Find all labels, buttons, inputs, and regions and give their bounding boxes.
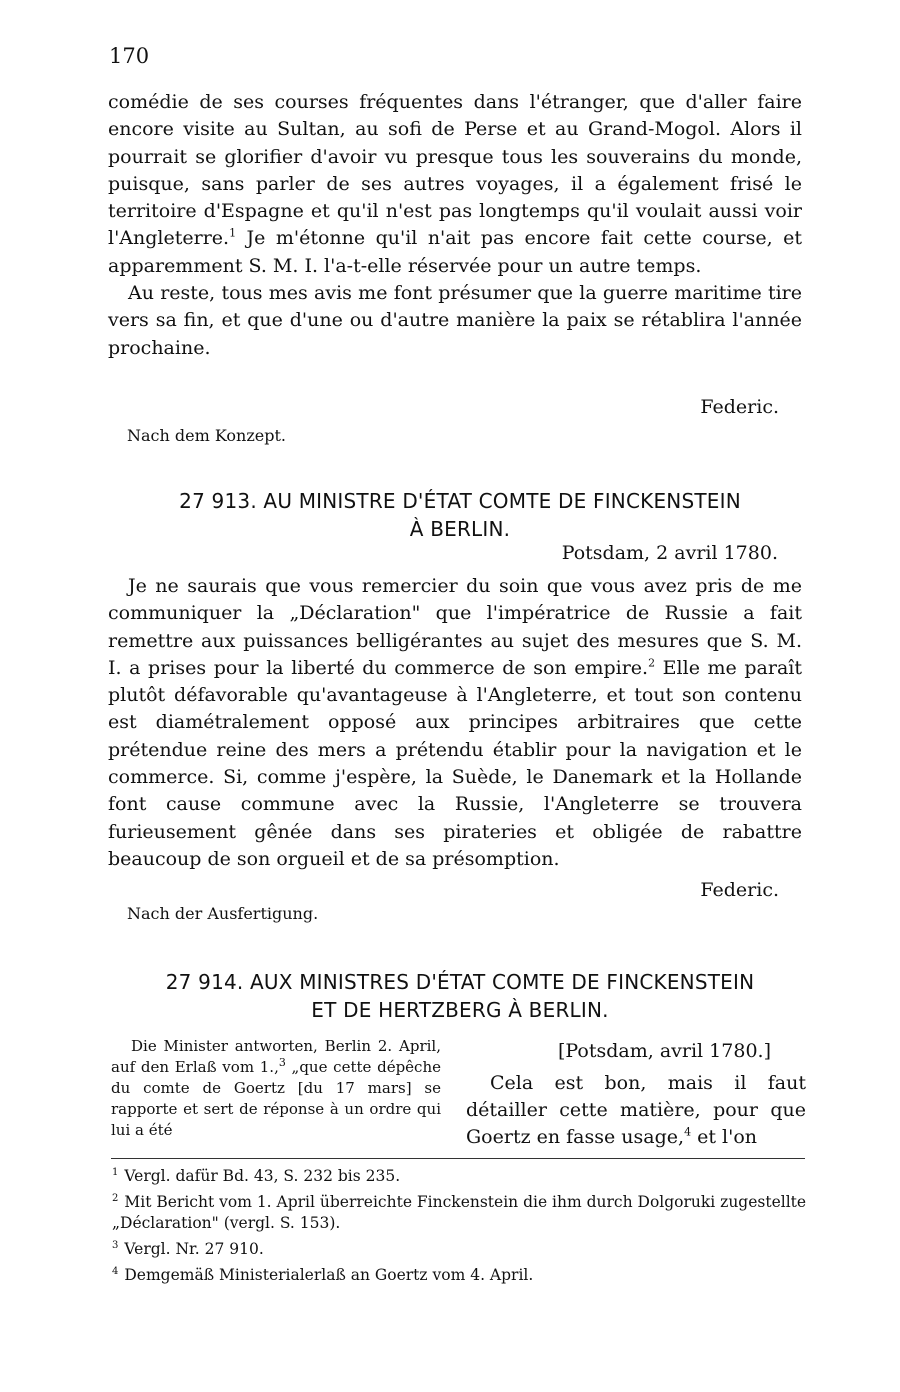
footnotes: [112, 1162, 812, 1288]
footnote-divider: [111, 1158, 805, 1159]
footnote-text: Demgemäß Ministerialerlaß an Goertz vom 4. April.: [124, 1266, 534, 1285]
footnote-text: Mit Bericht vom 1. April überreichte Finckenstein die ihm durch Dolgoruki zugestellte „Déclaration" (vergl. S. 153).: [112, 1193, 807, 1233]
footnote-ref: 4: [684, 1125, 692, 1139]
signature: Federic.: [700, 396, 779, 418]
paragraph-text-cont: Je m'étonne qu'il n'ait pas encore fait cette course, et apparemment S. M. I. l'a-t-elle réservée pour un autre temps.: [108, 227, 802, 277]
dateline: [Potsdam, avril 1780.]: [558, 1040, 771, 1062]
king-reply: [466, 1070, 806, 1154]
footnote-number: 4: [112, 1266, 119, 1278]
reply-text: Cela est bon, mais il faut détailler cette matière, pour que Goertz en fasse usage,: [466, 1072, 806, 1148]
paragraph-text-cont: Elle me paraît plutôt défavorable qu'avantageuse à l'Angleterre, et tout son contenu est diamétralement opposé aux principes arbitraires que cette prétendue reine des mers a prétendu établir pour la navigation et le commerce. Si, comme j'espère, la Suède, le Danemark et la Hollande font cause commune avec la Russie, l'Angleterre se trouvera furieusement gênée dans ses pirateries et obligée de rabattre beaucoup de son orgueil et de sa présomption.: [108, 656, 802, 870]
letter-top-paragraph-1: [108, 89, 802, 280]
source-note: Nach der Ausfertigung.: [127, 904, 319, 923]
signature: Federic.: [700, 879, 779, 901]
footnote-text: Vergl. dafür Bd. 43, S. 232 bis 235.: [124, 1167, 401, 1186]
footnote-ref: 2: [648, 656, 656, 670]
page-number: 170: [109, 44, 150, 68]
letter-27913-body: [108, 573, 802, 873]
heading-line-2: À BERLIN.: [409, 517, 511, 541]
heading-line-2: ET DE HERTZBERG À BERLIN.: [311, 998, 609, 1022]
footnote-ref: 1: [229, 227, 237, 241]
footnote-number: 1: [112, 1167, 119, 1178]
heading-line-1: 27 914. AUX MINISTRES D'ÉTAT COMTE DE FINCKENSTEIN: [165, 970, 755, 994]
letter-27913-paragraph: [108, 573, 802, 873]
source-note: Nach dem Konzept.: [127, 426, 286, 445]
footnote: [112, 1162, 812, 1187]
reply-text-cont: et l'on: [691, 1126, 757, 1148]
heading-line-1: 27 913. AU MINISTRE D'ÉTAT COMTE DE FINCKENSTEIN: [179, 489, 741, 513]
letter-heading: [110, 487, 810, 543]
letter-heading: [110, 968, 810, 1024]
footnote: [112, 1188, 812, 1234]
letter-top-paragraph-2: Au reste, tous mes avis me font présumer que la guerre maritime tire vers sa fin, et que d'une ou d'autre manière la paix se rétablira l'année prochaine.: [108, 282, 802, 359]
paragraph-text: comédie de ses courses fréquentes dans l'étranger, que d'aller faire encore visite au Sultan, au sofi de Perse et au Grand-Mogol. Alors il pourrait se glorifier d'avoir vu presque tous les souverains du monde, puisque, sans parler de ses autres voyages, il a également frisé le territoire d'Espagne et qu'il n'est pas longtemps qu'il voulait aussi voir l'Angleterre.: [108, 91, 802, 250]
ministers-note: [111, 1036, 441, 1150]
footnote-ref: 3: [278, 1056, 286, 1069]
footnote-number: 2: [112, 1193, 119, 1205]
paragraph-text: Je ne saurais que vous remercier du soin que vous avez pris de me communiquer la „Déclaration" que l'impératrice de Russie a fait remettre aux puissances belligérantes au sujet des mesures que S. M. I. a prises pour la liberté du commerce de son empire.: [108, 575, 802, 679]
dateline: Potsdam, 2 avril 1780.: [561, 542, 778, 564]
letter-top-body: [108, 89, 802, 362]
footnote: [112, 1235, 812, 1260]
footnote: [112, 1261, 812, 1286]
footnote-text: Vergl. Nr. 27 910.: [124, 1240, 264, 1259]
note-text-cont: „que cette dépêche du comte de Goertz [du 17 mars] se rapporte et sert de réponse à un ordre qui lui a été: [111, 1058, 441, 1139]
note-text: Die Minister antworten, Berlin 2. April, auf den Erlaß vom 1.,: [111, 1037, 441, 1076]
footnote-number: 3: [112, 1240, 119, 1252]
